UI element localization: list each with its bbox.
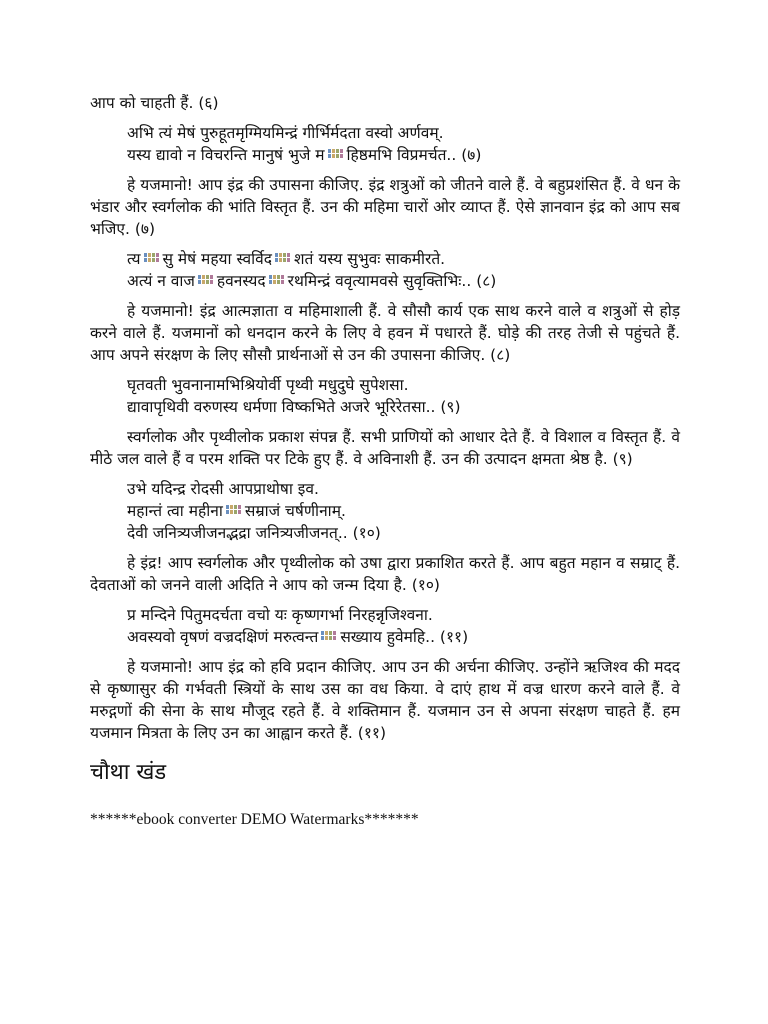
document-page — [90, 92, 680, 830]
unrendered-glyph-icon — [327, 147, 345, 161]
verse-segment: त्य — [127, 250, 141, 268]
verse-segment: अवस्यवो वृषणं वज्रदक्षिणं मरुत्वन्त — [127, 628, 319, 646]
verse-line — [127, 374, 680, 396]
document-body — [90, 92, 680, 744]
verse-segment: शतं यस्य सुभुवः साकमीरते. — [294, 250, 446, 268]
verse-line — [127, 500, 680, 522]
verse-segment: देवी जनित्र्यजीजनद्भद्रा जनित्र्यजीजनत्.. (१०) — [127, 524, 381, 542]
verse-line — [127, 626, 680, 648]
verse-segment: अभि त्यं मेषं पुरुहूतमृग्मियमिन्द्रं गीर्भिर्मदता वस्वो अर्णवम्. — [127, 124, 444, 142]
prose-paragraph: हे इंद्र! आप स्वर्गलोक और पृथ्वीलोक को उषा द्वारा प्रकाशित करते हैं. आप बहुत महान व सम्राट् हैं. देवताओं को जनने वाली अदिति ने आप को जन्म दिया है. (१०) — [90, 554, 680, 594]
verse-block — [90, 374, 680, 418]
verse-line — [127, 604, 680, 626]
section-heading: चौथा खंड — [90, 760, 167, 785]
verse-line — [127, 144, 680, 166]
verse-segment: उभे यदिन्द्र रोदसी आपप्राथोषा इव. — [127, 480, 319, 498]
verse-line — [127, 270, 680, 292]
unrendered-glyph-icon — [268, 273, 286, 287]
verse-line — [127, 478, 680, 500]
verse-segment: सम्राजं चर्षणीनाम्. — [244, 502, 346, 520]
unrendered-glyph-icon — [143, 251, 161, 265]
verse-segment: अत्यं न वाज — [127, 272, 195, 290]
verse-line — [127, 248, 680, 270]
unrendered-glyph-icon — [274, 251, 292, 265]
verse-segment: रथमिन्द्रं ववृत्यामवसे सुवृक्तिभिः.. (८) — [287, 272, 497, 290]
prose-paragraph: हे यजमानो! इंद्र आत्मज्ञाता व महिमाशाली हैं. वे सौसौ कार्य एक साथ करने वाले व शत्रुओं से होड़ करने वाले हैं. यजमानों को धनदान करने के लिए वे हवन में पधारते हैं. घोड़े की तरह तेजी से पहुंचते हैं. आप अपने संरक्षण के लिए सौसौ प्रार्थनाओं से उन की उपासना कीजिए. (८) — [90, 302, 680, 364]
verse-segment: यस्य द्यावो न विचरन्ति मानुषं भुजे म — [127, 146, 325, 164]
unrendered-glyph-icon — [320, 629, 338, 643]
verse-block — [90, 478, 680, 544]
verse-line — [127, 122, 680, 144]
verse-segment: महान्तं त्वा महीना — [127, 502, 223, 520]
prose-paragraph: हे यजमानो! आप इंद्र की उपासना कीजिए. इंद्र शत्रुओं को जीतने वाले हैं. वे बहुप्रशंसित हैं. वे धन के भंडार और स्वर्गलोक की भांति विस्तृत हैं. उन की महिमा चारों ओर व्याप्त हैं. ऐसे ज्ञानवान इंद्र को आप सब भजिए. (७) — [90, 176, 680, 238]
verse-segment: प्र मन्दिने पितुमदर्चता वचो यः कृष्णगर्भा निरहन्नृजिश्वना. — [127, 606, 433, 624]
verse-segment: हिष्ठमभि विप्रमर्चत.. (७) — [346, 146, 482, 164]
prose-paragraph: हे यजमानो! आप इंद्र को हवि प्रदान कीजिए. आप उन की अर्चना कीजिए. उन्होंने ऋजिश्व की मदद से कृष्णासुर की गर्भवती स्त्रियों के साथ उस का वध किया. वे दाएं हाथ में वज्र धारण करने वाले हैं. वे मरुद्गणों की सेना के साथ मौजूद रहते हैं. वे शक्तिमान हैं. यजमान उन से अपना संरक्षण चाहते हैं. हम यजमान मित्रता के लिए उन का आह्वान करते हैं. (११) — [90, 658, 680, 742]
unrendered-glyph-icon — [225, 503, 243, 517]
verse-block — [90, 248, 680, 292]
verse-segment: हवनस्यद — [216, 272, 266, 290]
verse-segment: द्यावापृथिवी वरुणस्य धर्मणा विष्कभिते अजरे भूरिरेतसा.. (९) — [127, 398, 461, 416]
prose-paragraph: स्वर्गलोक और पृथ्वीलोक प्रकाश संपन्न हैं. सभी प्राणियों को आधार देते हैं. वे विशाल व विस्तृत हैं. वे मीठे जल वाले हैं व परम शक्ति पर टिके हुए हैं. वे अविनाशी हैं. उन की उत्पादन क्षमता श्रेष्ठ है. (९) — [90, 428, 680, 468]
verse-line — [127, 522, 680, 544]
watermark-text: ******ebook converter DEMO Watermarks******* — [90, 811, 419, 828]
verse-block — [90, 604, 680, 648]
prose-paragraph: आप को चाहती हैं. (६) — [90, 94, 219, 112]
verse-segment: सख्याय हुवेमहि.. (११) — [340, 628, 469, 646]
verse-segment: सु मेषं महया स्वर्विद — [162, 250, 273, 268]
verse-line — [127, 396, 680, 418]
verse-block — [90, 122, 680, 166]
verse-segment: घृतवती भुवनानामभिश्रियोर्वी पृथ्वी मधुदुघे सुपेशसा. — [127, 376, 409, 394]
unrendered-glyph-icon — [197, 273, 215, 287]
